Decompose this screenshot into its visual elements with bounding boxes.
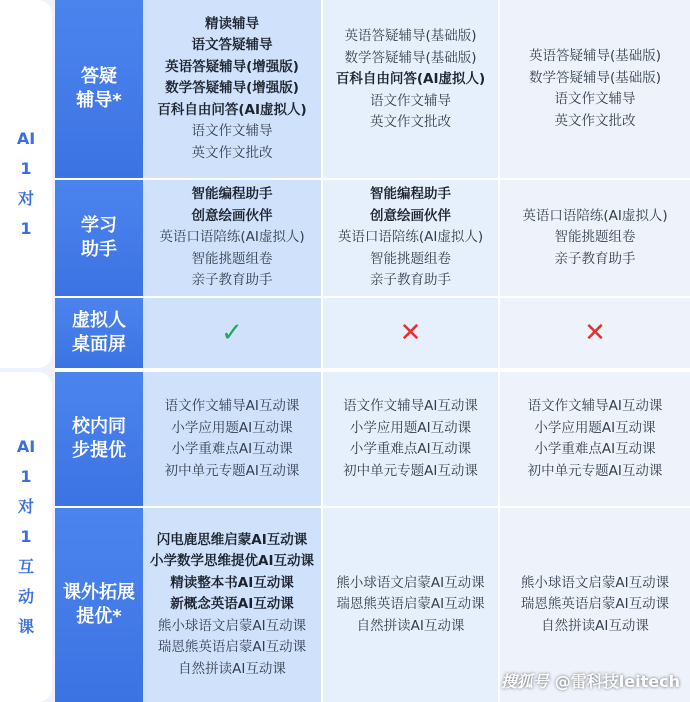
feature-item: 英文作文批改 (554, 112, 636, 129)
cell-row2-col3 (498, 298, 690, 368)
feature-item: 数学答疑辅导(基础版) (344, 49, 477, 66)
feature-item: 亲子教育助手 (191, 272, 273, 289)
cell-row4-col1 (143, 508, 321, 702)
feature-item: 瑞恩熊英语启蒙AI互动课 (520, 596, 670, 613)
feature-item: 语文作文辅导AI互动课 (527, 398, 663, 414)
feature-item: 智能编程助手 (191, 186, 273, 203)
cell-row1-col3 (498, 180, 690, 296)
feature-item: 熊小球语文启蒙AI互动课 (336, 574, 485, 591)
cell-row3-col3 (498, 372, 690, 506)
feature-item: 语文作文辅导 (554, 91, 636, 107)
feature-item: 自然拼读AI互动课 (541, 617, 649, 634)
feature-item: 小学应用题AI互动课 (349, 419, 472, 436)
group-char: 动 (17, 587, 34, 606)
feature-item: 小学数学思维提优AI互动课 (150, 553, 314, 570)
feature-item: 英语答疑辅导(增强版) (165, 58, 299, 75)
feature-item: 数学答疑辅导(基础版) (528, 69, 662, 86)
cross-icon: ✕ (584, 318, 606, 348)
category-label: 答疑 辅导* (76, 66, 122, 111)
feature-item: 自然拼读AI互动课 (178, 660, 286, 677)
category-label: 虚拟人 桌面屏 (72, 310, 126, 355)
watermark-brand: 搜狐号 (500, 672, 549, 691)
category-label: 学习 助手 (81, 215, 117, 260)
cell-row0-col3 (498, 0, 690, 178)
feature-item: 瑞恩熊英语启蒙AI互动课 (157, 639, 307, 656)
feature-item: 智能挑题组卷 (191, 250, 273, 267)
feature-item: 语文答疑辅导 (191, 37, 273, 54)
group-char: 互 (17, 557, 34, 576)
cell-row1-col2 (321, 180, 498, 296)
feature-item: 英语答疑辅导(基础版) (344, 28, 477, 44)
feature-item: 语文作文辅导 (370, 92, 451, 109)
cell-row2-col1 (143, 298, 321, 368)
feature-item: 智能挑题组卷 (370, 250, 451, 267)
group-char: AI (16, 437, 36, 456)
feature-item: 小学应用题AI互动课 (534, 419, 656, 436)
feature-item: 自然拼读AI互动课 (356, 617, 465, 634)
feature-item: 小学重难点AI互动课 (171, 441, 293, 457)
group-tab-ai-1v1 (0, 0, 52, 368)
cell-row4-col2 (321, 508, 498, 702)
feature-item: 闪电鹿思维启蒙AI互动课 (156, 531, 308, 548)
feature-item: 英语答疑辅导(基础版) (528, 48, 662, 64)
category-virtual-desktop (55, 298, 143, 368)
feature-item: 小学重难点AI互动课 (534, 441, 656, 457)
watermark (501, 669, 680, 692)
feature-item: 百科自由问答(AI虚拟人) (157, 101, 307, 118)
feature-item: 初中单元专题AI互动课 (343, 462, 478, 479)
feature-item: 语文作文辅导 (191, 123, 273, 140)
feature-item: 亲子教育助手 (554, 250, 636, 267)
category-label: 课外拓展 提优* (63, 582, 135, 627)
feature-item: 小学应用题AI互动课 (171, 419, 293, 436)
feature-item: 英文作文批改 (370, 114, 451, 130)
cell-row0-col1 (143, 0, 321, 178)
group-char: 对 (17, 189, 34, 208)
feature-item: 新概念英语AI互动课 (170, 596, 294, 613)
category-qa-tutoring (55, 0, 143, 178)
feature-item: 瑞恩熊英语启蒙AI互动课 (336, 596, 485, 613)
feature-item: 英语口语陪练(AI虚拟人) (522, 207, 668, 224)
feature-item: 亲子教育助手 (370, 272, 451, 289)
feature-item: 精读辅导 (205, 15, 259, 32)
feature-item: 熊小球语文启蒙AI互动课 (520, 574, 670, 591)
group-char: 1 (20, 467, 32, 486)
feature-item: 百科自由问答(AI虚拟人) (335, 71, 486, 87)
feature-item: 语文作文辅导AI互动课 (164, 398, 300, 414)
cell-row2-col2 (321, 298, 498, 368)
feature-item: 智能挑题组卷 (554, 229, 636, 246)
category-label: 校内同 步提优 (72, 416, 126, 461)
group-tab-ai-1v1-interactive (0, 372, 52, 702)
category-extracurricular (55, 508, 143, 702)
feature-item: 精读整本书AI互动课 (170, 574, 294, 591)
cross-icon: ✕ (399, 318, 422, 348)
cell-row0-col2 (321, 0, 498, 178)
category-study-assistant (55, 180, 143, 296)
feature-item: 创意绘画伙伴 (191, 207, 273, 224)
feature-item: 初中单元专题AI互动课 (164, 462, 300, 479)
group-char: AI (16, 129, 36, 148)
group-char: 1 (20, 159, 32, 178)
feature-item: 小学重难点AI互动课 (349, 441, 472, 457)
watermark-handle: @雷科技leitech (554, 672, 680, 691)
feature-item: 创意绘画伙伴 (370, 207, 451, 224)
group-char: 1 (20, 527, 32, 546)
feature-item: 英语口语陪练(AI虚拟人) (337, 229, 484, 246)
cell-row3-col2 (321, 372, 498, 506)
feature-item: 数学答疑辅导(增强版) (165, 80, 299, 97)
cell-row1-col1 (143, 180, 321, 296)
check-icon: ✓ (221, 318, 243, 348)
feature-item: 熊小球语文启蒙AI互动课 (157, 617, 307, 634)
feature-item: 英语口语陪练(AI虚拟人) (159, 229, 305, 246)
category-school-sync (55, 372, 143, 506)
cell-row3-col1 (143, 372, 321, 506)
feature-item: 初中单元专题AI互动课 (527, 462, 663, 479)
group-char: 课 (17, 617, 34, 636)
feature-item: 语文作文辅导AI互动课 (343, 398, 478, 414)
group-char: 1 (20, 219, 32, 238)
feature-item: 智能编程助手 (370, 186, 451, 203)
group-char: 对 (17, 497, 34, 516)
feature-item: 英文作文批改 (191, 144, 273, 161)
